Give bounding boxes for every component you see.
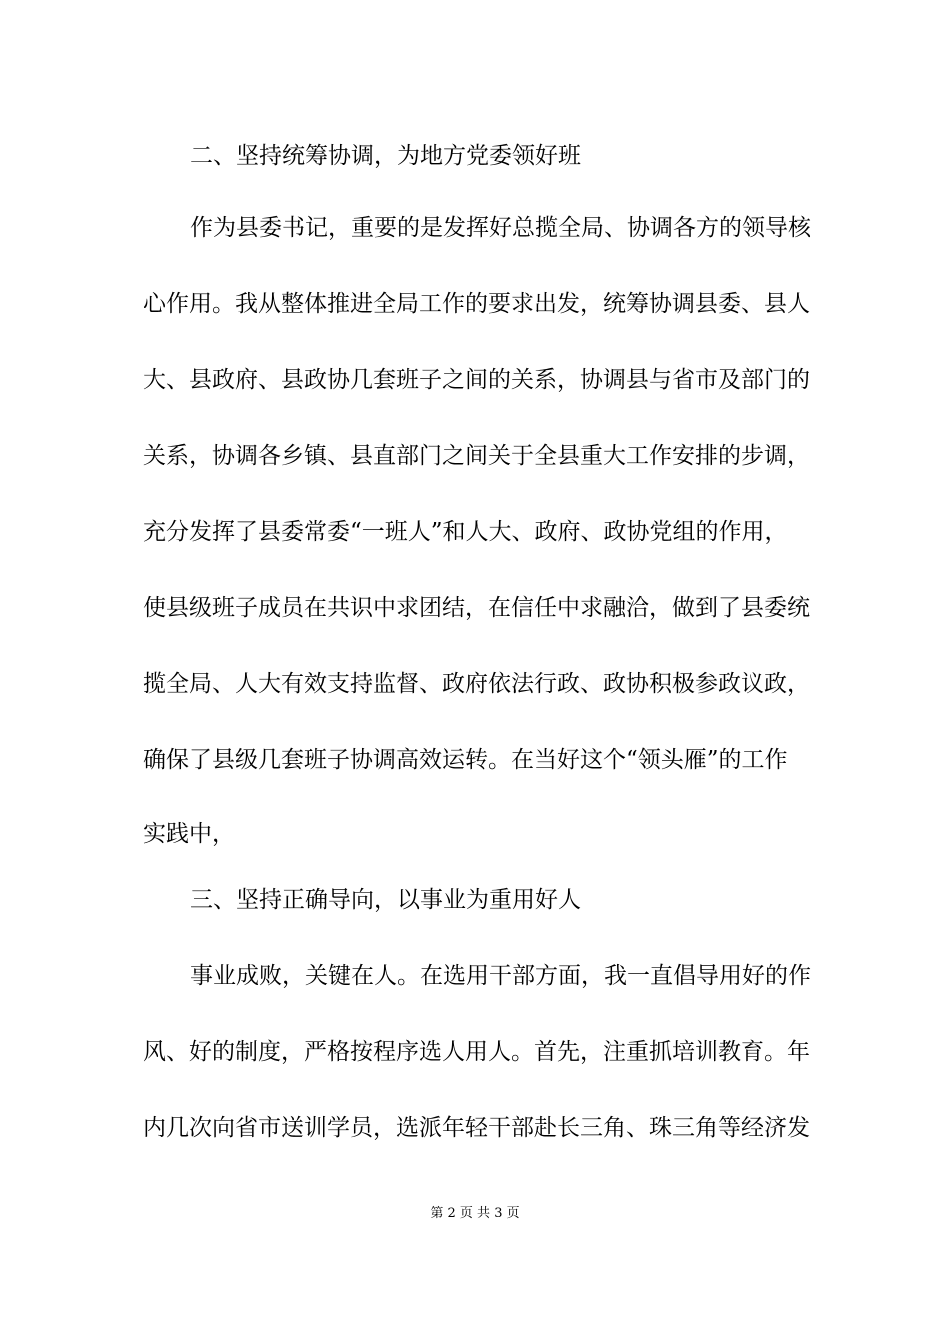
paragraph-line: 使县级班子成员在共识中求团结，在信任中求融洽，做到了县委统 xyxy=(143,595,810,621)
paragraph-line: 充分发挥了县委常委“一班人”和人大、政府、政协党组的作用， xyxy=(143,519,788,545)
paragraph-line: 大、县政府、县政协几套班子之间的关系，协调县与省市及部门的 xyxy=(143,367,810,393)
paragraph-line: 揽全局、人大有效支持监督、政府依法行政、政协积极参政议政， xyxy=(143,671,810,697)
paragraph-line: 心作用。我从整体推进全局工作的要求出发，统筹协调县委、县人 xyxy=(143,291,810,317)
paragraph-line: 事业成败，关键在人。在选用干部方面，我一直倡导用好的作 xyxy=(190,963,811,989)
paragraph-line: 关系，协调各乡镇、县直部门之间关于全县重大工作安排的步调， xyxy=(143,443,810,469)
paragraph-line: 实践中， xyxy=(143,821,235,847)
paragraph-line: 作为县委书记，重要的是发挥好总揽全局、协调各方的领导核 xyxy=(190,215,811,241)
page-footer: 第 2 页 共 3 页 xyxy=(430,1206,520,1221)
section-heading-2: 二、坚持统筹协调，为地方党委领好班 xyxy=(190,143,581,169)
paragraph-line: 确保了县级几套班子协调高效运转。在当好这个“领头雁”的工作 xyxy=(143,747,788,773)
section-heading-3: 三、坚持正确导向，以事业为重用好人 xyxy=(190,887,581,913)
paragraph-line: 内几次向省市送训学员，选派年轻干部赴长三角、珠三角等经济发 xyxy=(143,1115,810,1141)
paragraph-line: 风、好的制度，严格按程序选人用人。首先，注重抓培训教育。年 xyxy=(143,1039,810,1065)
